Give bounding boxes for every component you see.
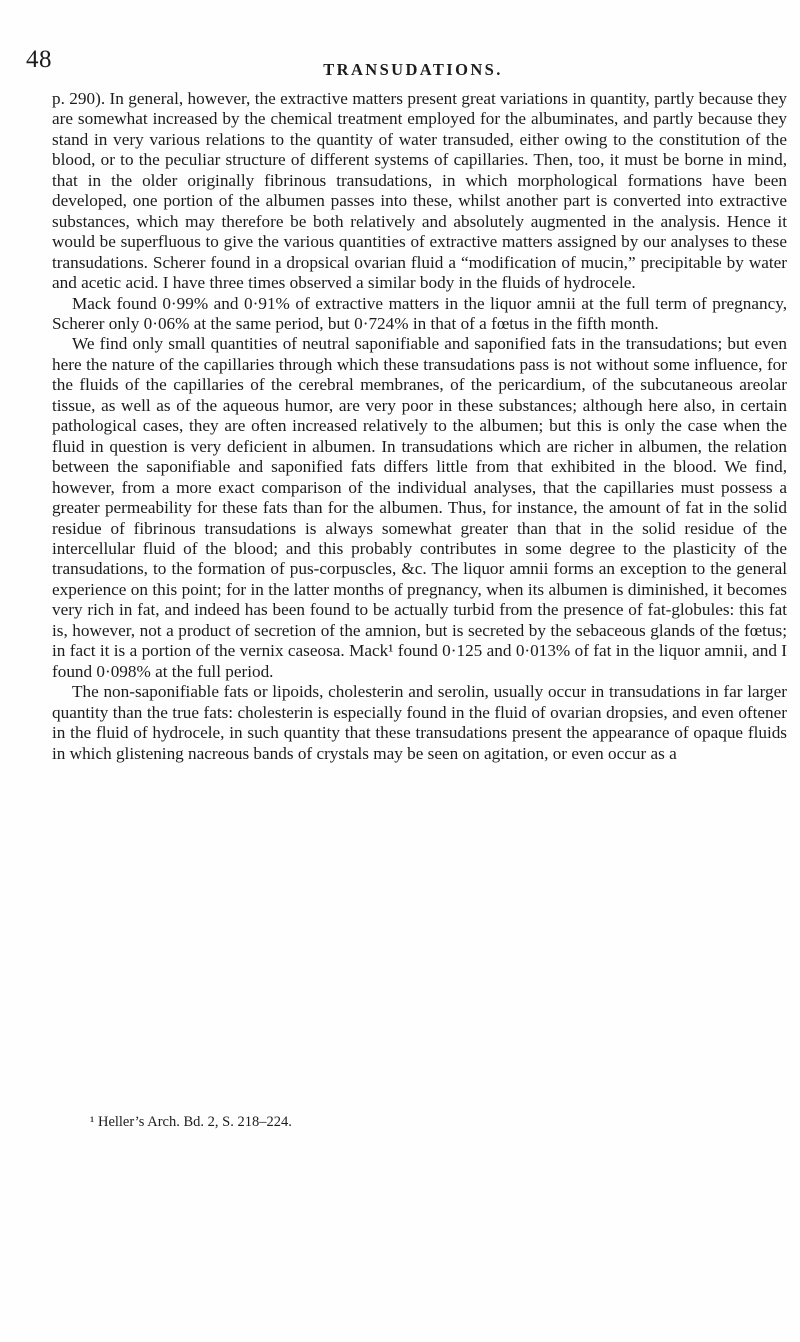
paragraph-lipoids: The non-saponifiable fats or lipoids, cholesterin and serolin, usually occur in transudations in far larger quantity than the true fats: cholesterin is especially found in the fluid of ovarian dropsies, and even oftener in the fluid of hydrocele, in such quantity that these transudations present the appearance of opaque fluids in which glistening nacreous bands of crystals may be seen on agitation, or even occur as a [52, 682, 787, 763]
paragraph-mack-liquor-amnii: Mack found 0·99% and 0·91% of extractive matters in the liquor amnii at the full term of pregnancy, Scherer only 0·06% at the same period, but 0·724% in that of a fœtus in the fifth month. [52, 293, 787, 333]
running-head: TRANSUDATIONS. [323, 60, 503, 79]
page-number: 48 [26, 46, 52, 73]
footnote: ¹ Heller’s Arch. Bd. 2, S. 218–224. [90, 1114, 292, 1130]
paragraph-saponifiable-fats: We find only small quantities of neutral saponifiable and saponified fats in the transudations; but even here the nature of the capillaries through which these transudations pass is not without some influence, for the fluids of the capillaries of the cerebral membranes, of the pericardium, of the subcutaneous areolar tissue, as well as of the aqueous humor, are very poor in these substances; although here also, in certain pathological cases, they are often increased relatively to the albumen; but this is only the case when the fluid in question is very deficient in albumen. In transudations which are richer in albumen, the relation between the saponifiable and saponified fats differs little from that exhibited in the blood. We find, however, from a more exact comparison of the individual analyses, that the capillaries must possess a greater permeability for these fats than for the albumen. Thus, for instance, the amount of fat in the solid residue of fibrinous transudations is always somewhat greater than that in the solid residue of the intercellular fluid of the blood; and this probably contributes in some degree to the plasticity of the transudations, to the formation of pus-corpuscles, &c. The liquor amnii forms an exception to the general experience on this point; for in the latter months of pregnancy, when its albumen is diminished, it becomes very rich in fat, and indeed has been found to be actually turbid from the presence of fat-globules: this fat is, however, not a product of secretion of the amnion, but is secreted by the sebaceous glands of the fœtus; in fact it is a portion of the vernix caseosa. Mack¹ found 0·125 and 0·013% of fat in the liquor amnii, and I found 0·098% at the full period. [52, 334, 787, 681]
body-text [52, 89, 787, 764]
paragraph-extractive-matters: p. 290). In general, however, the extractive matters present great variations in quantity, partly because they are somewhat increased by the chemical treatment employed for the albuminates, and partly because they stand in very various relations to the quantity of water transuded, either owing to the constitution of the blood, or to the peculiar structure of different systems of capillaries. Then, too, it must be borne in mind, that in the older originally fibrinous transudations, in which morphological formations have been developed, one portion of the albumen passes into these, whilst another part is converted into extractive substances, which may therefore be both relatively and absolutely augmented in the analysis. Hence it would be superfluous to give the various quantities of extractive matters assigned by our analyses to these transudations. Scherer found in a dropsical ovarian fluid a “modification of mucin,” precipitable by water and acetic acid. I have three times observed a similar body in the fluids of hydrocele. [52, 89, 787, 293]
